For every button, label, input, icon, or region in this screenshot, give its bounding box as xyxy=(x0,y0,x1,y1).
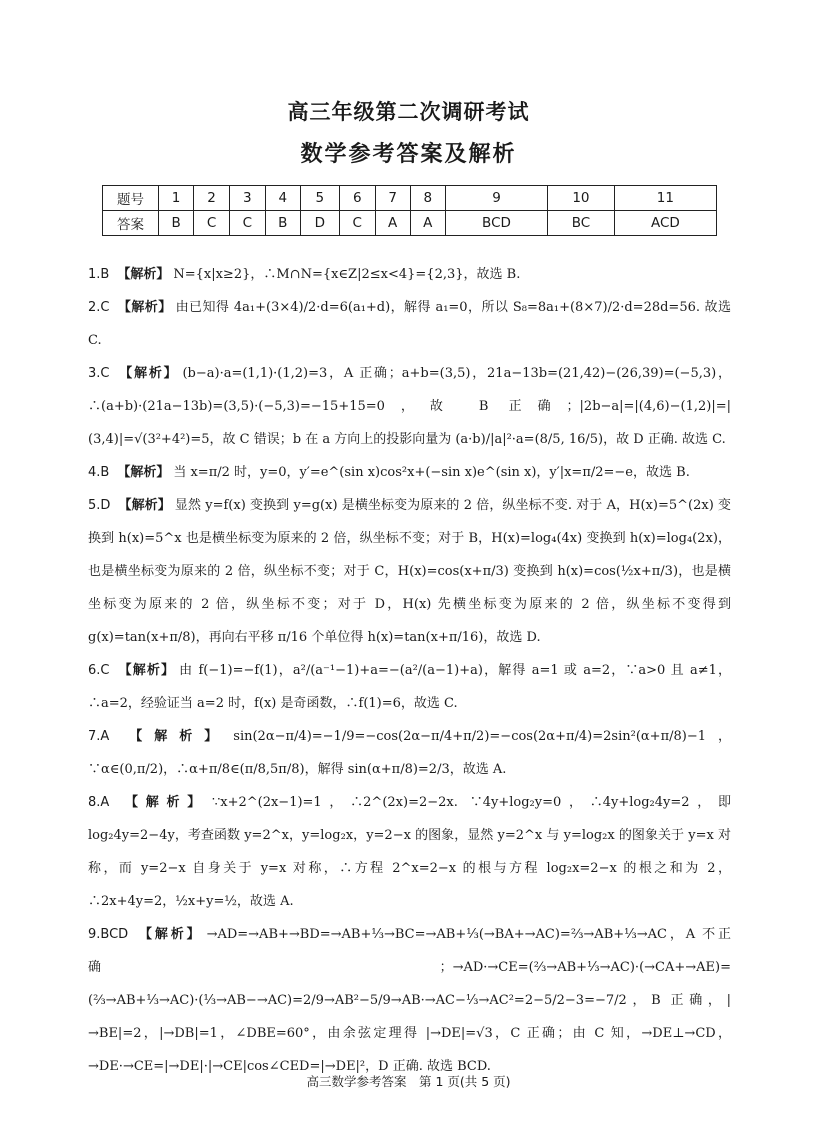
question-answer: B xyxy=(100,267,110,282)
question-number: 4. xyxy=(88,465,101,480)
table-cell-answer: D xyxy=(300,211,339,236)
analysis-tag: 【解析】 xyxy=(117,465,170,480)
table-cell-number: 8 xyxy=(410,186,445,211)
question-answer: A xyxy=(100,729,110,744)
table-cell-number: 1 xyxy=(159,186,194,211)
table-cell-answer: C xyxy=(229,211,265,236)
solution-item xyxy=(88,489,731,654)
analysis-tag: 【解析】 xyxy=(117,795,208,810)
analysis-tag: 【解析】 xyxy=(117,729,230,744)
table-cell-number: 4 xyxy=(265,186,300,211)
analysis-tag: 【解析】 xyxy=(118,498,171,513)
solution-item xyxy=(88,258,731,291)
table-cell-answer: BC xyxy=(548,211,615,236)
question-number: 8. xyxy=(88,795,101,810)
question-answer: A xyxy=(100,795,110,810)
table-cell-answer: C xyxy=(339,211,375,236)
page-footer: 高三数学参考答案 第 1 页(共 5 页) xyxy=(306,1074,511,1089)
solution-text: (b−a)·a=(1,1)·(1,2)=3，A 正确；a+b=(3,5)，21a−13b=(21,42)−(26,39)=(−5,3)，∴(a+b)·(21a−13b)=(3,5)·(−5,3)=−15+15=0，故 B 正确；|2b−a|=|(4,6)−(1,2)|=|(3,4)|=√(3²+4²)=5，故 C 错误；b 在 a 方向上的投影向量为 (a·b)/|a|²·a=(8/5, 16/5)，故 D 正确. 故选 C. xyxy=(88,366,731,447)
analysis-tag: 【解析】 xyxy=(117,366,179,381)
row-header-number: 题号 xyxy=(103,186,159,211)
analysis-tag: 【解析】 xyxy=(136,927,203,942)
page-title: 高三年级第二次调研考试 xyxy=(287,100,530,124)
analysis-tag: 【解析】 xyxy=(117,267,170,282)
table-cell-answer: BCD xyxy=(445,211,547,236)
table-cell-answer: ACD xyxy=(614,211,716,236)
solution-item xyxy=(88,918,731,1083)
row-header-answer: 答案 xyxy=(103,211,159,236)
solution-item xyxy=(88,654,731,720)
table-cell-answer: C xyxy=(194,211,230,236)
table-cell-number: 6 xyxy=(339,186,375,211)
analysis-tag: 【解析】 xyxy=(117,300,172,315)
question-answer: C xyxy=(100,663,110,678)
question-answer: C xyxy=(100,300,110,315)
solution-text: N={x|x≥2}，∴M∩N={x∈Z|2≤x<4}={2,3}，故选 B. xyxy=(173,267,521,282)
question-answer: D xyxy=(100,498,111,513)
question-number: 5. xyxy=(88,498,101,513)
question-answer: B xyxy=(100,465,110,480)
solution-text: →AD=→AB+→BD=→AB+⅓→BC=→AB+⅓(→BA+→AC)=⅔→AB+⅓→AC，A 不正确；→AD·→CE=(⅔→AB+⅓→AC)·(→CA+→AE)=(⅔→AB+⅓→AC)·(⅓→AB−→AC)=2/9→AB²−5/9→AB·→AC−⅓→AC²=2−5/2−3=−7/2，B 正确，|→BE|=2，|→DB|=1，∠DBE=60°，由余弦定理得 |→DE|=√3，C 正确；由 C 知，→DE⊥→CD，→DE·→CE=|→DE|·|→CE|cos∠CED=|→DE|²，D 正确. 故选 BCD. xyxy=(88,927,731,1074)
solution-item xyxy=(88,456,731,489)
solutions-list xyxy=(88,258,731,1083)
question-number: 2. xyxy=(88,300,101,315)
question-answer: BCD xyxy=(100,927,129,942)
table-cell-number: 2 xyxy=(194,186,230,211)
table-cell-answer: B xyxy=(265,211,300,236)
question-number: 3. xyxy=(88,366,101,381)
question-number: 9. xyxy=(88,927,101,942)
table-cell-number: 11 xyxy=(614,186,716,211)
page-subtitle: 数学参考答案及解析 xyxy=(300,142,517,167)
table-cell-number: 9 xyxy=(445,186,547,211)
solution-item xyxy=(88,291,731,357)
table-cell-answer: A xyxy=(410,211,445,236)
answer-table xyxy=(102,185,717,236)
question-answer: C xyxy=(100,366,110,381)
answer-table-number-row xyxy=(103,186,717,211)
solution-text: 由已知得 4a₁+(3×4)/2·d=6(a₁+d)，解得 a₁=0，所以 S₈=8a₁+(8×7)/2·d=28d=56. 故选 C. xyxy=(88,300,731,348)
solution-text: sin(2α−π/4)=−1/9=−cos(2α−π/4+π/2)=−cos(2α+π/4)=2sin²(α+π/8)−1，∵α∈(0,π/2)，∴α+π/8∈(π/8,5π/8)，解得 sin(α+π/8)=2/3，故选 A. xyxy=(88,729,731,777)
table-cell-answer: A xyxy=(375,211,410,236)
solution-text: 由 f(−1)=−f(1)，a²/(a⁻¹−1)+a=−(a²/(a−1)+a)，解得 a=1 或 a=2，∵a>0 且 a≠1，∴a=2，经验证当 a=2 时，f(x) 是奇函数，∴f(1)=6，故选 C. xyxy=(88,663,731,711)
solution-item xyxy=(88,786,731,918)
solution-text: 当 x=π/2 时，y=0，y′=e^(sin x)cos²x+(−sin x)e^(sin x)，y′|x=π/2=−e，故选 B. xyxy=(173,465,690,480)
table-cell-number: 7 xyxy=(375,186,410,211)
table-cell-number: 3 xyxy=(229,186,265,211)
analysis-tag: 【解析】 xyxy=(117,663,176,678)
answer-table-answer-row xyxy=(103,211,717,236)
question-number: 1. xyxy=(88,267,101,282)
solution-text: 显然 y=f(x) 变换到 y=g(x) 是横坐标变为原来的 2 倍，纵坐标不变. 对于 A，H(x)=5^(2x) 变换到 h(x)=5^x 也是横坐标变为原来的 2 倍，纵坐标不变；对于 B，H(x)=log₄(4x) 变换到 h(x)=log₄(2x)，也是横坐标变为原来的 2 倍，纵坐标不变；对于 C，H(x)=cos(x+π/3) 变换到 h(x)=cos(½x+π/3)，也是横坐标变为原来的 2 倍，纵坐标不变；对于 D，H(x) 先横坐标变为原来的 2 倍，纵坐标不变得到 g(x)=tan(x+π/8)，再向右平移 π/16 个单位得 h(x)=tan(x+π/16)，故选 D. xyxy=(88,498,731,645)
solution-item xyxy=(88,357,731,456)
table-cell-number: 5 xyxy=(300,186,339,211)
question-number: 7. xyxy=(88,729,101,744)
solution-item xyxy=(88,720,731,786)
table-cell-answer: B xyxy=(159,211,194,236)
solution-text: ∵x+2^(2x−1)=1，∴2^(2x)=2−2x. ∵4y+log₂y=0，∴4y+log₂4y=2，即 log₂4y=2−4y，考查函数 y=2^x，y=log₂x，y=2−x 的图象，显然 y=2^x 与 y=log₂x 的图象关于 y=x 对称，而 y=2−x 自身关于 y=x 对称，∴方程 2^x=2−x 的根与方程 log₂x=2−x 的根之和为 2，∴2x+4y=2，½x+y=½，故选 A. xyxy=(88,795,731,909)
question-number: 6. xyxy=(88,663,101,678)
table-cell-number: 10 xyxy=(548,186,615,211)
